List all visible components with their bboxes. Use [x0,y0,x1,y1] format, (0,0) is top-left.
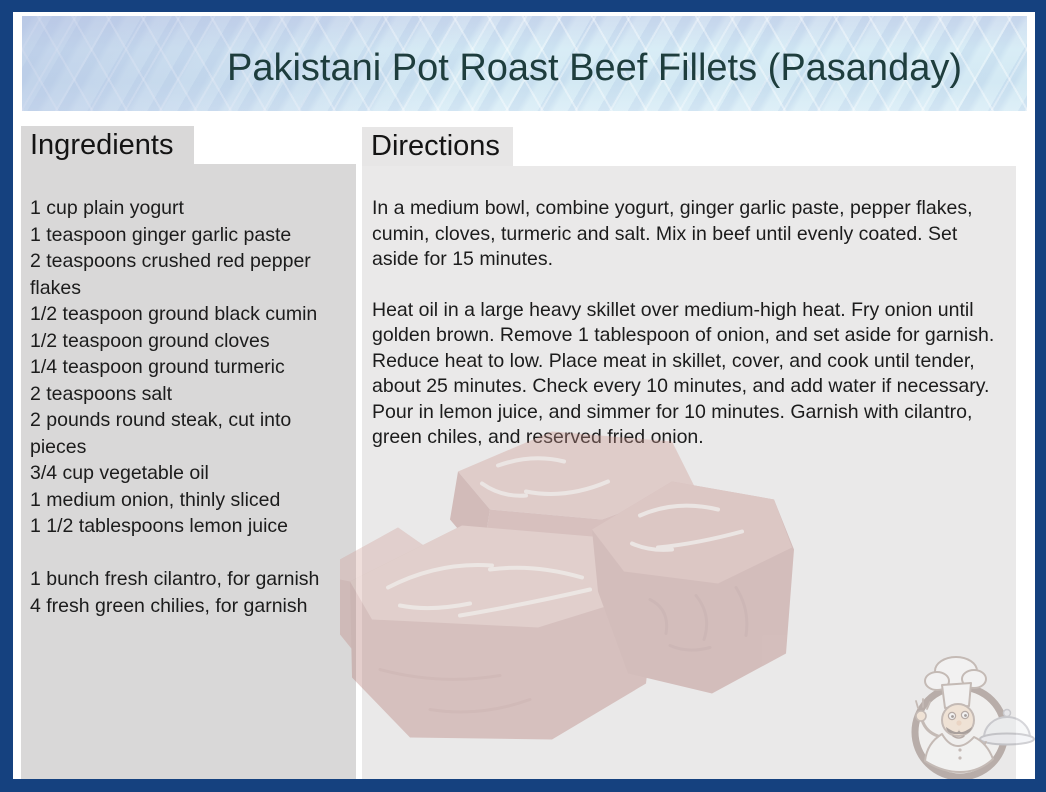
ingredient-item [30,540,352,567]
ingredients-heading: Ingredients [30,128,174,161]
ingredients-heading-box [21,126,194,164]
directions-paragraph: Heat oil in a large heavy skillet over medium-high heat. Fry onion until golden brown. Remove 1 tablespoon of onion, and set aside for garnish. Reduce heat to low. Place meat in skillet, cover, and cook until tender, about 25 minutes. Check every 10 minutes, and add water if necessary. Pour in lemon juice, and simmer for 10 minutes. Garnish with cilantro, green chiles, and reserved fried onion. [372,298,995,448]
ingredient-item: 1 medium onion, thinly sliced [30,488,281,511]
ingredient-item: 2 teaspoons crushed red pepper flakes [30,250,311,299]
directions-text [362,166,1012,451]
directions-paragraph: In a medium bowl, combine yogurt, ginger garlic paste, pepper flakes, cumin, cloves, turmeric and salt. Mix in beef until evenly coated. Set aside for 15 minutes. [372,197,973,270]
ingredient-item: 1 cup plain yogurt [30,197,184,219]
ingredient-item: 1/2 teaspoon ground cloves [30,329,270,352]
ingredient-item: 1/2 teaspoon ground black cumin [30,303,318,325]
beef-cubes-image [340,418,800,746]
ingredient-item: 3/4 cup vegetable oil [30,462,209,484]
ingredient-item: 1/4 teaspoon ground turmeric [30,356,285,378]
ingredient-item: 4 fresh green chilies, for garnish [30,594,308,617]
directions-heading: Directions [371,130,500,162]
ingredient-item: 1 teaspoon ginger garlic paste [30,223,292,246]
ingredients-panel [21,164,356,779]
ingredient-item: 2 teaspoons salt [30,382,173,405]
chef-logo-icon [898,644,1038,780]
header-band [22,16,1027,111]
ingredient-item: 1 1/2 tablespoons lemon juice [30,515,289,537]
directions-heading-box [362,127,513,166]
page-title: Pakistani Pot Roast Beef Fillets (Pasanday) [226,46,962,89]
ingredients-list [21,164,358,619]
ingredient-item: 2 pounds round steak, cut into pieces [30,409,292,458]
ingredient-item: 1 bunch fresh cilantro, for garnish [30,568,320,590]
